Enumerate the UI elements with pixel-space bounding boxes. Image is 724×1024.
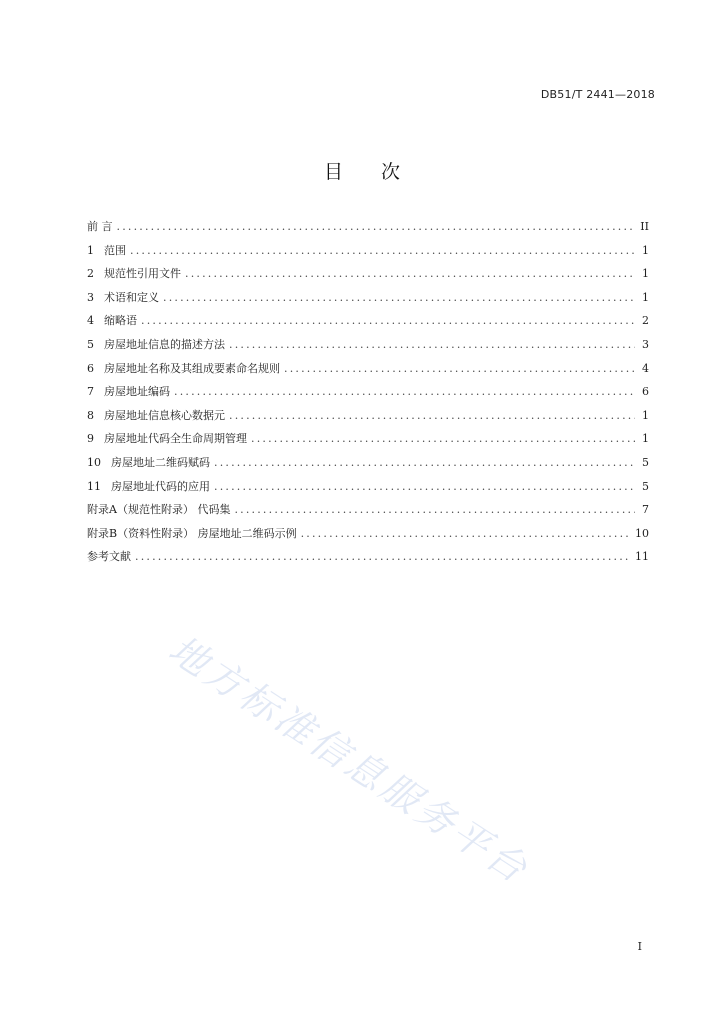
toc-title: 房屋地址代码的应用 bbox=[111, 479, 210, 493]
toc-label: 参考文献 bbox=[87, 550, 131, 564]
toc-page: 5 bbox=[642, 455, 649, 469]
toc-leader-dots bbox=[251, 427, 635, 451]
toc-leader-dots bbox=[141, 309, 635, 333]
toc-number: 11 bbox=[87, 479, 101, 493]
toc-entry-2[interactable] bbox=[87, 262, 649, 286]
toc-label bbox=[87, 427, 247, 451]
toc-title: 房屋地址信息核心数据元 bbox=[104, 408, 225, 422]
toc-page: 10 bbox=[635, 526, 649, 540]
toc-entry-7[interactable] bbox=[87, 380, 649, 404]
toc-entry-4[interactable] bbox=[87, 309, 649, 333]
toc-leader-dots bbox=[229, 333, 635, 357]
toc-number: 1 bbox=[87, 243, 94, 257]
toc-entry-3[interactable] bbox=[87, 286, 649, 310]
toc-page: 4 bbox=[642, 361, 649, 375]
toc-page: 7 bbox=[642, 503, 649, 517]
toc-label bbox=[87, 475, 210, 499]
table-of-contents bbox=[87, 215, 649, 569]
toc-title: 房屋地址信息的描述方法 bbox=[104, 337, 225, 351]
toc-title: 规范性引用文件 bbox=[104, 267, 181, 281]
toc-entry-references[interactable] bbox=[87, 545, 649, 569]
toc-number: 9 bbox=[87, 432, 94, 446]
toc-entry-11[interactable] bbox=[87, 475, 649, 499]
toc-leader-dots bbox=[214, 451, 635, 475]
toc-label: 附录B（资料性附录） 房屋地址二维码示例 bbox=[87, 526, 297, 540]
toc-entry-foreword[interactable] bbox=[87, 215, 649, 239]
toc-page: 1 bbox=[642, 432, 649, 446]
toc-number: 4 bbox=[87, 314, 94, 328]
toc-leader-dots bbox=[130, 239, 635, 263]
toc-label bbox=[87, 286, 159, 310]
toc-entry-6[interactable] bbox=[87, 357, 649, 381]
toc-page: 5 bbox=[642, 479, 649, 493]
toc-title: 房屋地址编码 bbox=[104, 385, 170, 399]
toc-leader-dots bbox=[174, 380, 635, 404]
toc-leader-dots bbox=[301, 522, 629, 546]
toc-label bbox=[87, 404, 225, 428]
title-char-1: 目 bbox=[323, 161, 343, 183]
toc-number: 2 bbox=[87, 267, 94, 281]
toc-number: 6 bbox=[87, 361, 94, 375]
toc-entry-appendix-a[interactable] bbox=[87, 498, 649, 522]
toc-entry-10[interactable] bbox=[87, 451, 649, 475]
toc-leader-dots bbox=[185, 262, 635, 286]
toc-page: 2 bbox=[642, 314, 649, 328]
toc-page: 1 bbox=[642, 290, 649, 304]
toc-leader-dots bbox=[117, 215, 635, 239]
toc-label bbox=[87, 380, 170, 404]
toc-leader-dots bbox=[214, 475, 635, 499]
toc-label: 前 言 bbox=[87, 220, 113, 233]
toc-label bbox=[87, 333, 225, 357]
toc-page: 3 bbox=[642, 337, 649, 351]
toc-leader-dots bbox=[229, 404, 635, 428]
toc-label bbox=[87, 309, 137, 333]
toc-page: II bbox=[640, 220, 649, 233]
toc-title: 房屋地址代码全生命周期管理 bbox=[104, 432, 247, 446]
toc-title: 房屋地址二维码赋码 bbox=[111, 455, 210, 469]
toc-entry-5[interactable] bbox=[87, 333, 649, 357]
toc-leader-dots bbox=[163, 286, 635, 310]
toc-entry-1[interactable] bbox=[87, 239, 649, 263]
toc-number: 3 bbox=[87, 290, 94, 304]
toc-page: 11 bbox=[635, 550, 649, 564]
toc-label bbox=[87, 239, 126, 263]
toc-leader-dots bbox=[284, 357, 635, 381]
toc-title: 术语和定义 bbox=[104, 290, 159, 304]
toc-page: 1 bbox=[642, 267, 649, 281]
toc-label: 附录A（规范性附录） 代码集 bbox=[87, 503, 231, 517]
toc-number: 7 bbox=[87, 385, 94, 399]
toc-page: 6 bbox=[642, 385, 649, 399]
toc-leader-dots bbox=[234, 498, 635, 522]
toc-number: 10 bbox=[87, 455, 101, 469]
toc-leader-dots bbox=[135, 545, 629, 569]
watermark: 地方标准信息服务平台 bbox=[161, 626, 538, 893]
page-title bbox=[0, 157, 724, 184]
toc-entry-8[interactable] bbox=[87, 404, 649, 428]
toc-label bbox=[87, 357, 280, 381]
toc-page: 1 bbox=[642, 243, 649, 257]
standard-code: DB51/T 2441—2018 bbox=[540, 88, 655, 101]
title-char-2: 次 bbox=[381, 161, 401, 183]
toc-title: 缩略语 bbox=[104, 314, 137, 328]
toc-page: 1 bbox=[642, 408, 649, 422]
toc-label bbox=[87, 262, 181, 286]
toc-title: 范围 bbox=[104, 243, 126, 257]
toc-title: 房屋地址名称及其组成要素命名规则 bbox=[104, 361, 280, 375]
toc-entry-9[interactable] bbox=[87, 427, 649, 451]
toc-label bbox=[87, 451, 210, 475]
toc-number: 5 bbox=[87, 337, 94, 351]
page-number: I bbox=[637, 940, 642, 953]
toc-number: 8 bbox=[87, 408, 94, 422]
toc-entry-appendix-b[interactable] bbox=[87, 522, 649, 546]
